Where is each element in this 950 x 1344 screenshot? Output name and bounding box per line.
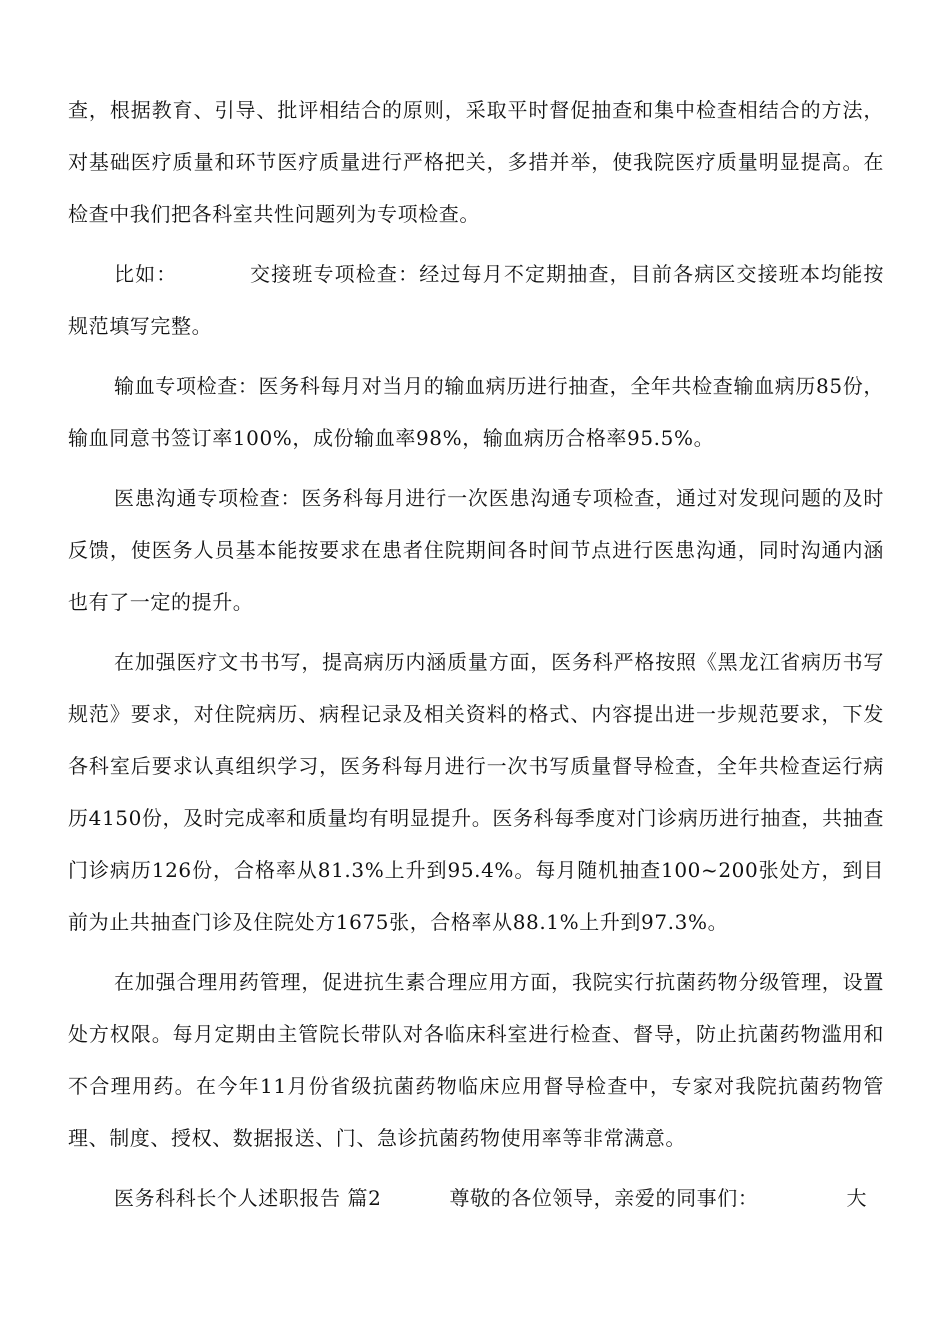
example-label: 比如：	[114, 262, 178, 286]
report-title: 医务科科长个人述职报告 篇2	[114, 1186, 382, 1210]
paragraph-example-handover	[68, 248, 884, 352]
handover-check-text: 交接班专项检查：经过每月不定期抽查，目前各病区交接班本均能按规范填写完整。	[68, 262, 885, 338]
greeting-text: 尊敬的各位领导，亲爱的同事们：	[449, 1186, 759, 1210]
document-body	[68, 84, 884, 1232]
paragraph-medical-records: 在加强医疗文书书写，提高病历内涵质量方面，医务科严格按照《黑龙江省病历书写规范》要求，对住院病历、病程记录及相关资料的格式、内容提出进一步规范要求，下发各科室后要求认真组织学习，医务科每月进行一次书写质量督导检查，全年共检查运行病历4150份，及时完成率和质量均有明显提升。医务科每季度对门诊病历进行抽查，共抽查门诊病历126份，合格率从81.3%上升到95.4%。每月随机抽查100~200张处方，到目前为止共抽查门诊及住院处方1675张，合格率从88.1%上升到97.3%。	[68, 650, 884, 934]
trailing-text: 大	[846, 1186, 868, 1210]
paragraph-doctor-patient-communication: 医患沟通专项检查：医务科每月进行一次医患沟通专项检查，通过对发现问题的及时反馈，使医务人员基本能按要求在患者住院期间各时间节点进行医患沟通，同时沟通内涵也有了一定的提升。	[68, 486, 884, 614]
paragraph-rational-drug-use: 在加强合理用药管理，促进抗生素合理应用方面，我院实行抗菌药物分级管理，设置处方权限。每月定期由主管院长带队对各临床科室进行检查、督导，防止抗菌药物滥用和不合理用药。在今年11月份省级抗菌药物临床应用督导检查中，专家对我院抗菌药物管理、制度、授权、数据报送、门、急诊抗菌药物使用率等非常满意。	[68, 970, 884, 1150]
paragraph-report-heading	[68, 1172, 884, 1224]
paragraph-continuation: 查，根据教育、引导、批评相结合的原则，采取平时督促抽查和集中检查相结合的方法，对基础医疗质量和环节医疗质量进行严格把关，多措并举，使我院医疗质量明显提高。在检查中我们把各科室共性问题列为专项检查。	[68, 98, 884, 226]
paragraph-blood-transfusion-check: 输血专项检查：医务科每月对当月的输血病历进行抽查，全年共检查输血病历85份，输血同意书签订率100%，成份输血率98%，输血病历合格率95.5%。	[68, 374, 884, 450]
